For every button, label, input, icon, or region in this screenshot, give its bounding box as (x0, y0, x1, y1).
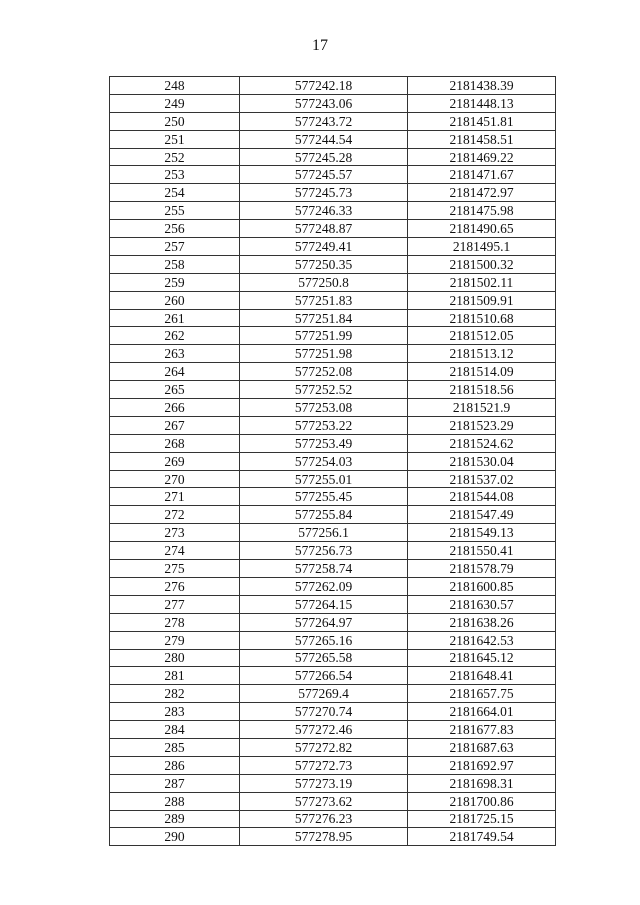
y-coordinate-cell: 2181547.49 (408, 506, 556, 524)
point-number-cell: 290 (110, 828, 240, 846)
point-number-cell: 288 (110, 792, 240, 810)
y-coordinate-cell: 2181510.68 (408, 309, 556, 327)
point-number-cell: 284 (110, 721, 240, 739)
x-coordinate-cell: 577242.18 (240, 77, 408, 95)
x-coordinate-cell: 577252.08 (240, 363, 408, 381)
x-coordinate-cell: 577265.16 (240, 631, 408, 649)
y-coordinate-cell: 2181698.31 (408, 774, 556, 792)
point-number-cell: 286 (110, 756, 240, 774)
x-coordinate-cell: 577245.28 (240, 148, 408, 166)
x-coordinate-cell: 577254.03 (240, 452, 408, 470)
table-row (110, 381, 556, 399)
y-coordinate-cell: 2181648.41 (408, 667, 556, 685)
point-number-cell: 274 (110, 542, 240, 560)
point-number-cell: 251 (110, 130, 240, 148)
point-number-cell: 268 (110, 434, 240, 452)
table-row (110, 560, 556, 578)
table-row (110, 309, 556, 327)
y-coordinate-cell: 2181518.56 (408, 381, 556, 399)
x-coordinate-cell: 577248.87 (240, 220, 408, 238)
y-coordinate-cell: 2181469.22 (408, 148, 556, 166)
point-number-cell: 259 (110, 273, 240, 291)
point-number-cell: 258 (110, 255, 240, 273)
point-number-cell: 249 (110, 94, 240, 112)
point-number-cell: 283 (110, 703, 240, 721)
x-coordinate-cell: 577276.23 (240, 810, 408, 828)
point-number-cell: 267 (110, 416, 240, 434)
y-coordinate-cell: 2181451.81 (408, 112, 556, 130)
x-coordinate-cell: 577250.35 (240, 255, 408, 273)
x-coordinate-cell: 577253.49 (240, 434, 408, 452)
point-number-cell: 264 (110, 363, 240, 381)
table-row (110, 77, 556, 95)
x-coordinate-cell: 577251.99 (240, 327, 408, 345)
table-row (110, 166, 556, 184)
point-number-cell: 270 (110, 470, 240, 488)
table-row (110, 291, 556, 309)
y-coordinate-cell: 2181521.9 (408, 399, 556, 417)
y-coordinate-cell: 2181600.85 (408, 577, 556, 595)
y-coordinate-cell: 2181544.08 (408, 488, 556, 506)
table-row (110, 434, 556, 452)
y-coordinate-cell: 2181657.75 (408, 685, 556, 703)
table-row (110, 130, 556, 148)
table-row (110, 703, 556, 721)
point-number-cell: 255 (110, 202, 240, 220)
table-row (110, 685, 556, 703)
x-coordinate-cell: 577269.4 (240, 685, 408, 703)
table-row (110, 506, 556, 524)
table-row (110, 363, 556, 381)
coordinates-table (109, 76, 556, 846)
point-number-cell: 289 (110, 810, 240, 828)
x-coordinate-cell: 577245.57 (240, 166, 408, 184)
x-coordinate-cell: 577272.46 (240, 721, 408, 739)
point-number-cell: 261 (110, 309, 240, 327)
table-row (110, 416, 556, 434)
y-coordinate-cell: 2181677.83 (408, 721, 556, 739)
point-number-cell: 272 (110, 506, 240, 524)
table-row (110, 327, 556, 345)
x-coordinate-cell: 577272.73 (240, 756, 408, 774)
table-row (110, 220, 556, 238)
point-number-cell: 260 (110, 291, 240, 309)
point-number-cell: 257 (110, 238, 240, 256)
y-coordinate-cell: 2181630.57 (408, 595, 556, 613)
table-row (110, 649, 556, 667)
x-coordinate-cell: 577265.58 (240, 649, 408, 667)
point-number-cell: 287 (110, 774, 240, 792)
table-row (110, 94, 556, 112)
table-row (110, 774, 556, 792)
table-row (110, 184, 556, 202)
y-coordinate-cell: 2181692.97 (408, 756, 556, 774)
x-coordinate-cell: 577251.84 (240, 309, 408, 327)
point-number-cell: 280 (110, 649, 240, 667)
y-coordinate-cell: 2181550.41 (408, 542, 556, 560)
table-row (110, 577, 556, 595)
x-coordinate-cell: 577243.06 (240, 94, 408, 112)
point-number-cell: 266 (110, 399, 240, 417)
y-coordinate-cell: 2181687.63 (408, 738, 556, 756)
point-number-cell: 276 (110, 577, 240, 595)
point-number-cell: 277 (110, 595, 240, 613)
table-row (110, 721, 556, 739)
coordinates-table-body (110, 77, 556, 846)
table-row (110, 667, 556, 685)
y-coordinate-cell: 2181458.51 (408, 130, 556, 148)
table-row (110, 148, 556, 166)
point-number-cell: 252 (110, 148, 240, 166)
y-coordinate-cell: 2181471.67 (408, 166, 556, 184)
x-coordinate-cell: 577270.74 (240, 703, 408, 721)
point-number-cell: 275 (110, 560, 240, 578)
point-number-cell: 250 (110, 112, 240, 130)
y-coordinate-cell: 2181495.1 (408, 238, 556, 256)
table-row (110, 631, 556, 649)
table-row (110, 488, 556, 506)
table-row (110, 613, 556, 631)
y-coordinate-cell: 2181664.01 (408, 703, 556, 721)
point-number-cell: 248 (110, 77, 240, 95)
table-row (110, 255, 556, 273)
y-coordinate-cell: 2181638.26 (408, 613, 556, 631)
y-coordinate-cell: 2181578.79 (408, 560, 556, 578)
y-coordinate-cell: 2181490.65 (408, 220, 556, 238)
x-coordinate-cell: 577256.73 (240, 542, 408, 560)
table-row (110, 202, 556, 220)
y-coordinate-cell: 2181513.12 (408, 345, 556, 363)
y-coordinate-cell: 2181524.62 (408, 434, 556, 452)
x-coordinate-cell: 577245.73 (240, 184, 408, 202)
x-coordinate-cell: 577246.33 (240, 202, 408, 220)
table-row (110, 810, 556, 828)
y-coordinate-cell: 2181472.97 (408, 184, 556, 202)
y-coordinate-cell: 2181749.54 (408, 828, 556, 846)
point-number-cell: 271 (110, 488, 240, 506)
table-row (110, 112, 556, 130)
x-coordinate-cell: 577252.52 (240, 381, 408, 399)
x-coordinate-cell: 577249.41 (240, 238, 408, 256)
y-coordinate-cell: 2181725.15 (408, 810, 556, 828)
x-coordinate-cell: 577272.82 (240, 738, 408, 756)
x-coordinate-cell: 577250.8 (240, 273, 408, 291)
x-coordinate-cell: 577255.84 (240, 506, 408, 524)
x-coordinate-cell: 577255.01 (240, 470, 408, 488)
x-coordinate-cell: 577251.98 (240, 345, 408, 363)
page-number: 17 (312, 37, 328, 54)
x-coordinate-cell: 577264.97 (240, 613, 408, 631)
y-coordinate-cell: 2181530.04 (408, 452, 556, 470)
x-coordinate-cell: 577273.62 (240, 792, 408, 810)
table-row (110, 524, 556, 542)
point-number-cell: 279 (110, 631, 240, 649)
table-row (110, 792, 556, 810)
point-number-cell: 262 (110, 327, 240, 345)
x-coordinate-cell: 577273.19 (240, 774, 408, 792)
y-coordinate-cell: 2181512.05 (408, 327, 556, 345)
point-number-cell: 285 (110, 738, 240, 756)
point-number-cell: 254 (110, 184, 240, 202)
x-coordinate-cell: 577253.08 (240, 399, 408, 417)
y-coordinate-cell: 2181537.02 (408, 470, 556, 488)
y-coordinate-cell: 2181700.86 (408, 792, 556, 810)
table-row (110, 452, 556, 470)
table-row (110, 828, 556, 846)
table-row (110, 399, 556, 417)
y-coordinate-cell: 2181523.29 (408, 416, 556, 434)
x-coordinate-cell: 577244.54 (240, 130, 408, 148)
x-coordinate-cell: 577258.74 (240, 560, 408, 578)
point-number-cell: 256 (110, 220, 240, 238)
point-number-cell: 263 (110, 345, 240, 363)
table-row (110, 595, 556, 613)
table-row (110, 756, 556, 774)
point-number-cell: 278 (110, 613, 240, 631)
x-coordinate-cell: 577243.72 (240, 112, 408, 130)
y-coordinate-cell: 2181500.32 (408, 255, 556, 273)
y-coordinate-cell: 2181549.13 (408, 524, 556, 542)
point-number-cell: 265 (110, 381, 240, 399)
x-coordinate-cell: 577262.09 (240, 577, 408, 595)
x-coordinate-cell: 577253.22 (240, 416, 408, 434)
point-number-cell: 253 (110, 166, 240, 184)
x-coordinate-cell: 577251.83 (240, 291, 408, 309)
y-coordinate-cell: 2181438.39 (408, 77, 556, 95)
table-row (110, 542, 556, 560)
y-coordinate-cell: 2181642.53 (408, 631, 556, 649)
y-coordinate-cell: 2181448.13 (408, 94, 556, 112)
table-row (110, 738, 556, 756)
table-row (110, 345, 556, 363)
y-coordinate-cell: 2181502.11 (408, 273, 556, 291)
point-number-cell: 282 (110, 685, 240, 703)
table-row (110, 273, 556, 291)
y-coordinate-cell: 2181475.98 (408, 202, 556, 220)
table-row (110, 470, 556, 488)
x-coordinate-cell: 577256.1 (240, 524, 408, 542)
x-coordinate-cell: 577255.45 (240, 488, 408, 506)
x-coordinate-cell: 577266.54 (240, 667, 408, 685)
y-coordinate-cell: 2181509.91 (408, 291, 556, 309)
point-number-cell: 269 (110, 452, 240, 470)
y-coordinate-cell: 2181645.12 (408, 649, 556, 667)
x-coordinate-cell: 577264.15 (240, 595, 408, 613)
point-number-cell: 281 (110, 667, 240, 685)
y-coordinate-cell: 2181514.09 (408, 363, 556, 381)
table-row (110, 238, 556, 256)
x-coordinate-cell: 577278.95 (240, 828, 408, 846)
point-number-cell: 273 (110, 524, 240, 542)
